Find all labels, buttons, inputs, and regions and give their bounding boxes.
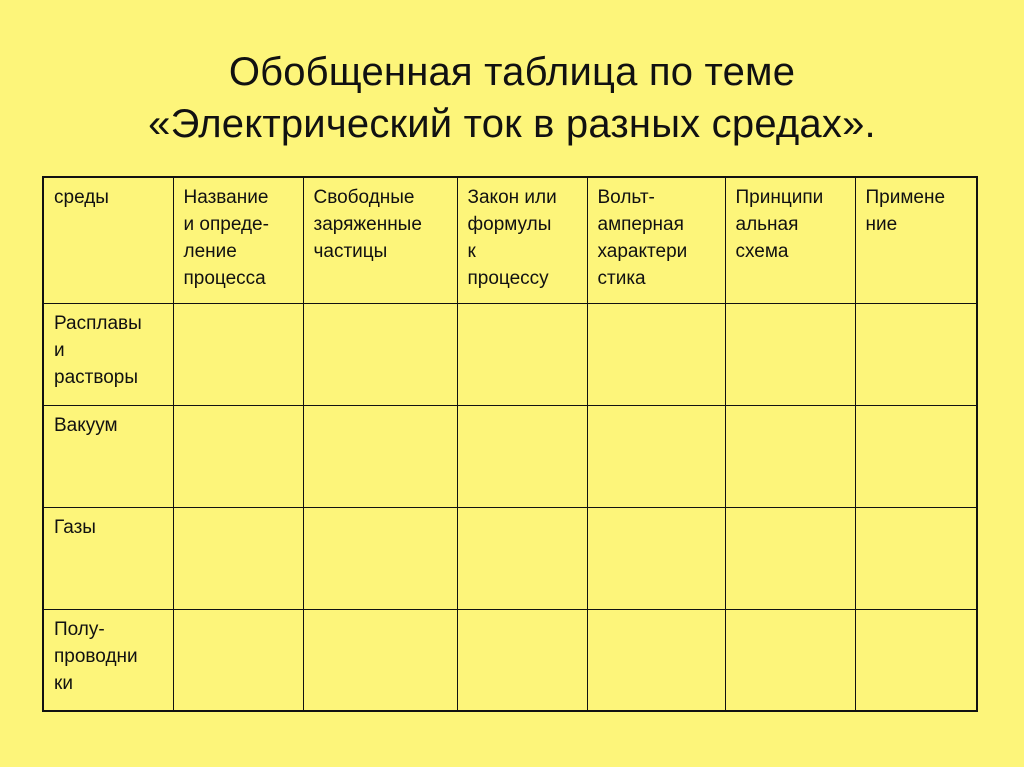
header-cell-charges: Свободные заряженные частицы xyxy=(303,177,457,303)
header-cell-law: Закон или формулы к процессу xyxy=(457,177,587,303)
header-row xyxy=(43,177,977,303)
empty-cell xyxy=(587,405,725,507)
empty-cell xyxy=(173,507,303,609)
row-label-gases: Газы xyxy=(43,507,173,609)
title-line-1: Обобщенная таблица по теме xyxy=(228,50,796,94)
slide-title xyxy=(0,46,1024,150)
empty-cell xyxy=(855,609,977,711)
header-cell-schematic: Принципи альная схема xyxy=(725,177,855,303)
table-row xyxy=(43,609,977,711)
empty-cell xyxy=(457,405,587,507)
empty-cell xyxy=(457,303,587,405)
empty-cell xyxy=(725,303,855,405)
empty-cell xyxy=(457,507,587,609)
summary-table xyxy=(42,176,978,712)
empty-cell xyxy=(303,405,457,507)
empty-cell xyxy=(173,405,303,507)
table-row xyxy=(43,507,977,609)
empty-cell xyxy=(855,405,977,507)
empty-cell xyxy=(173,609,303,711)
header-cell-iv-curve: Вольт- амперная характери стика xyxy=(587,177,725,303)
row-label-vacuum: Вакуум xyxy=(43,405,173,507)
empty-cell xyxy=(587,303,725,405)
empty-cell xyxy=(725,507,855,609)
empty-cell xyxy=(173,303,303,405)
empty-cell xyxy=(587,609,725,711)
table-row xyxy=(43,303,977,405)
empty-cell xyxy=(303,303,457,405)
empty-cell xyxy=(725,609,855,711)
empty-cell xyxy=(855,303,977,405)
row-label-melts: Расплавы и растворы xyxy=(43,303,173,405)
empty-cell xyxy=(457,609,587,711)
empty-cell xyxy=(303,507,457,609)
header-cell-process: Название и опреде- ление процесса xyxy=(173,177,303,303)
empty-cell xyxy=(303,609,457,711)
empty-cell xyxy=(855,507,977,609)
table-row xyxy=(43,405,977,507)
header-cell-media: среды xyxy=(43,177,173,303)
empty-cell xyxy=(587,507,725,609)
empty-cell xyxy=(725,405,855,507)
header-cell-application: Примене ние xyxy=(855,177,977,303)
title-line-2: «Электрический ток в разных средах». xyxy=(148,102,876,146)
row-label-semiconductors: Полу- проводни ки xyxy=(43,609,173,711)
